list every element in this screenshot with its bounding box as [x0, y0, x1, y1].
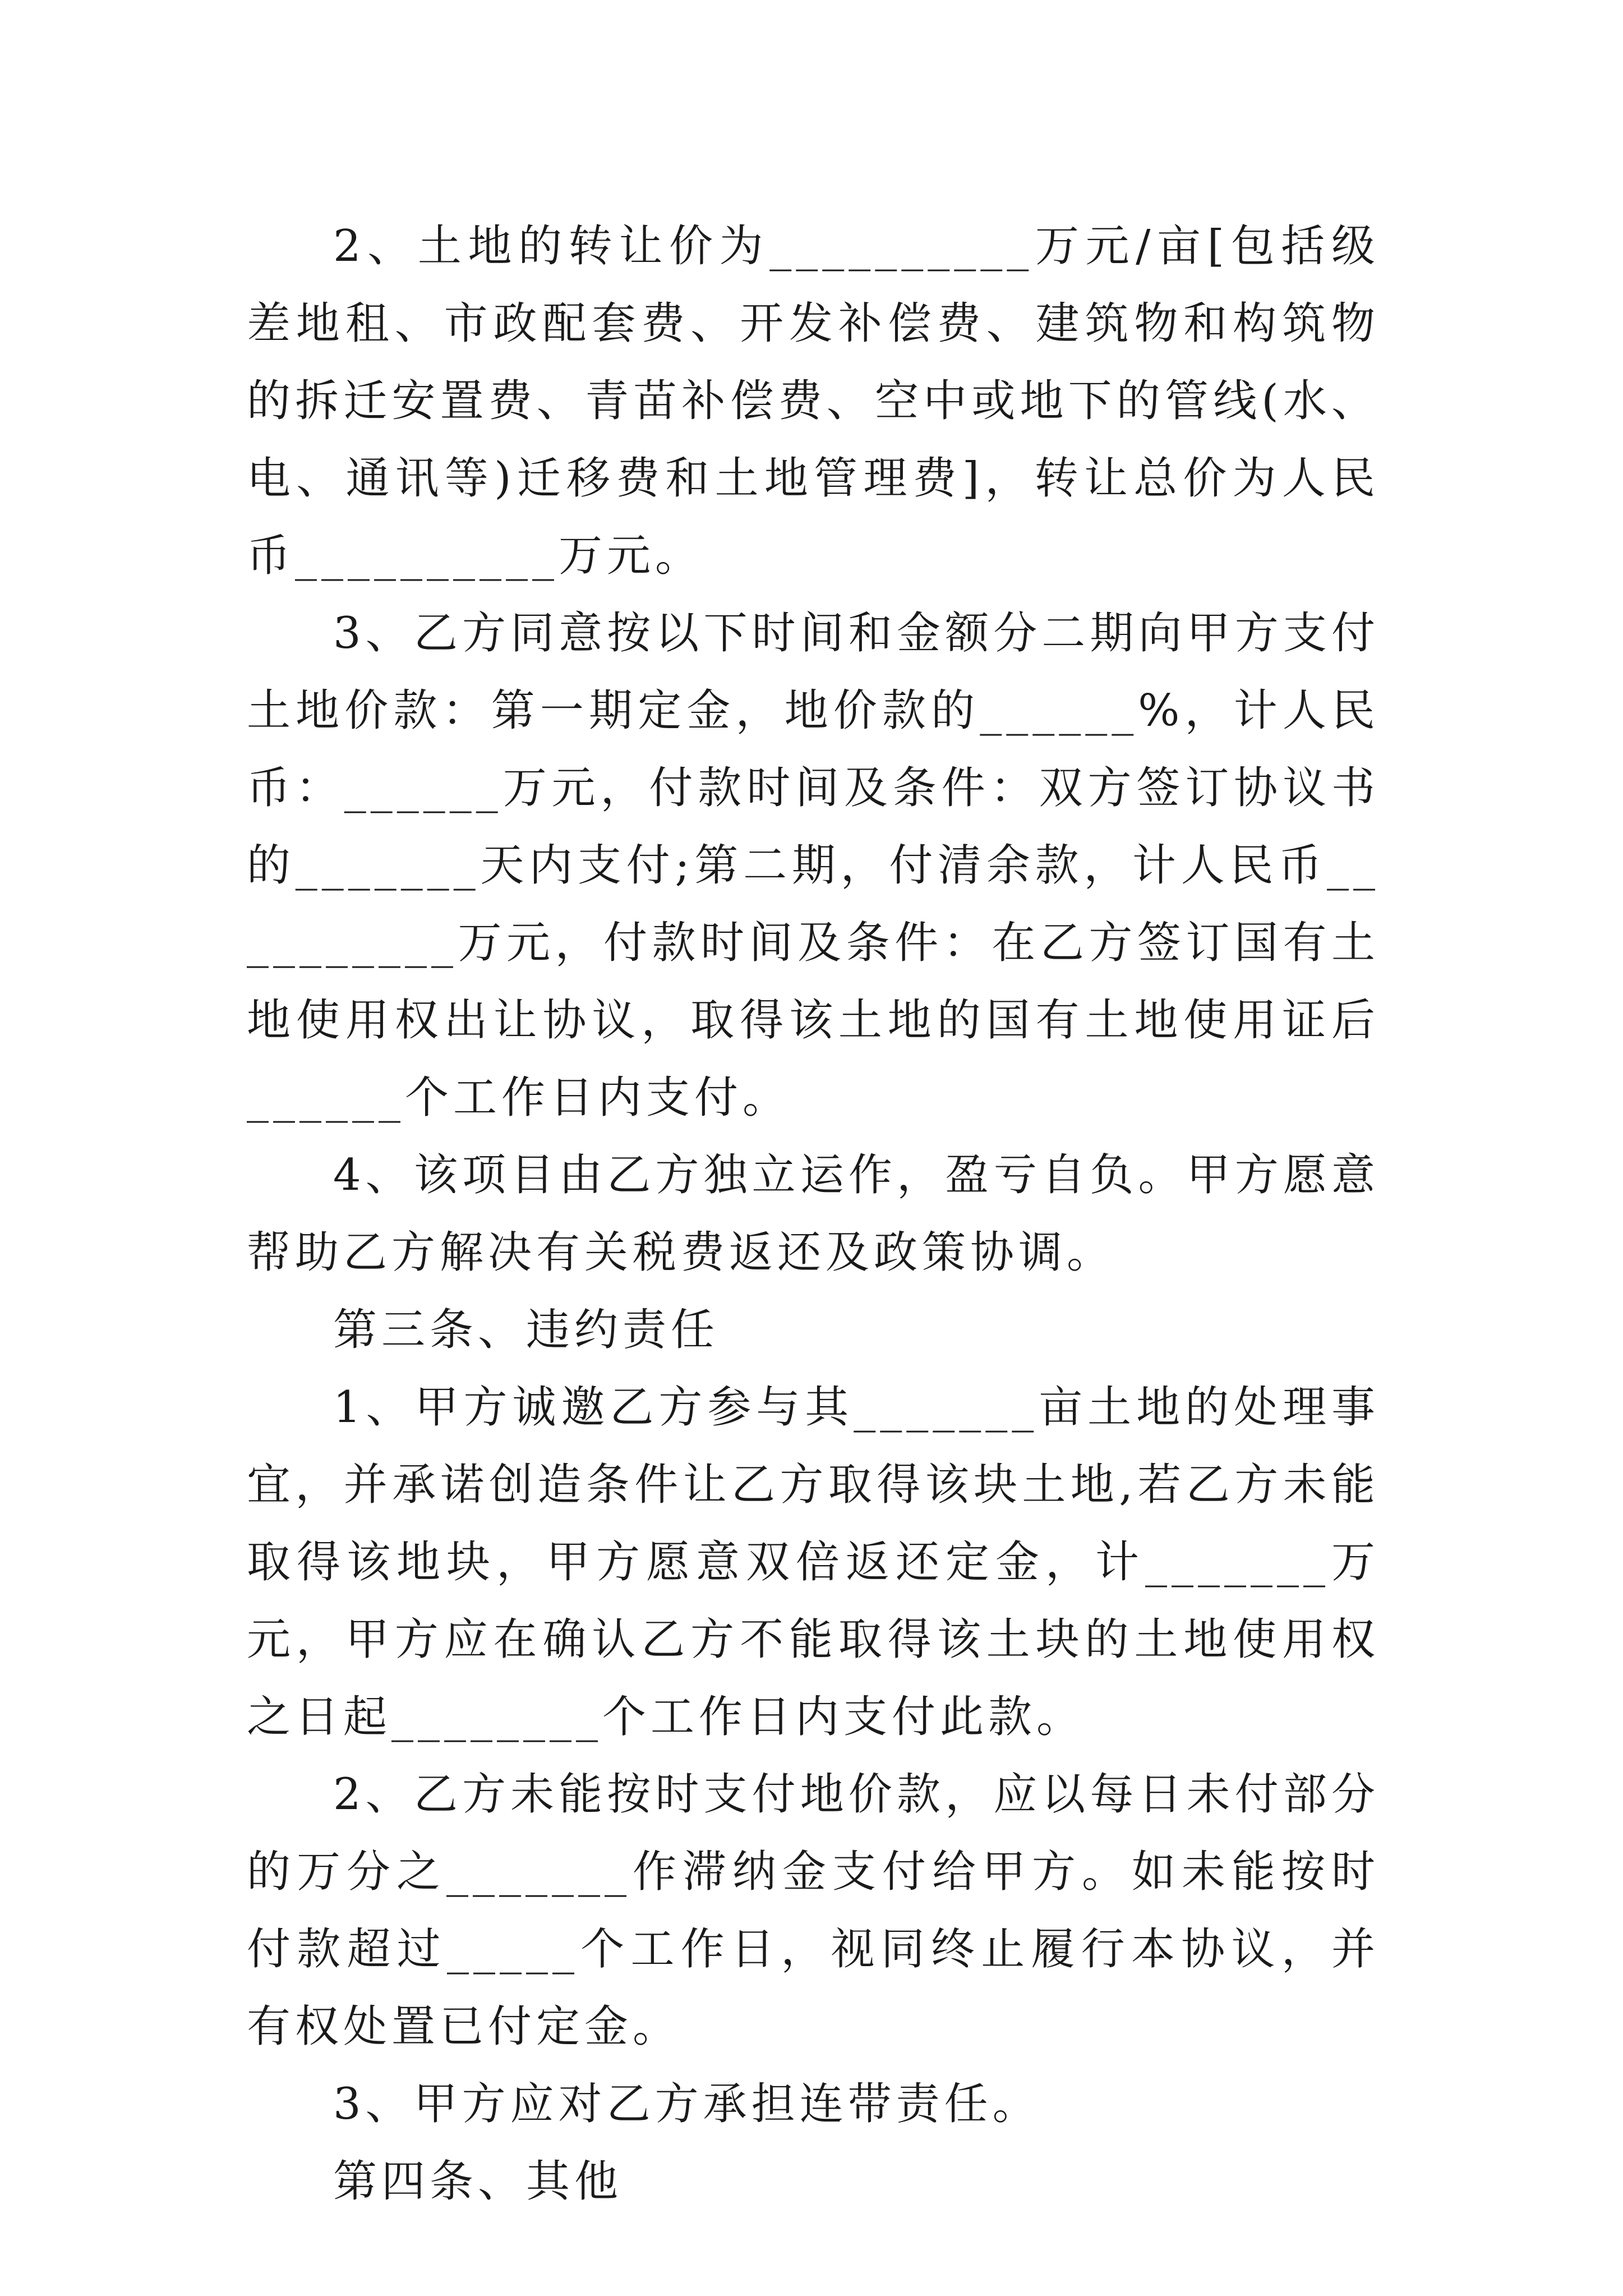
clause-4-operation: 4、该项目由乙方独立运作，盈亏自负。甲方愿意帮助乙方解决有关税费返还及政策协调。 [247, 1150, 1380, 1278]
breach-clause-3: 3、甲方应对乙方承担连带责任。 [333, 2079, 1041, 2129]
clause-2-price: 2、土地的转让价为__________万元/亩[包括级差地租、市政配套费、开发补偿费、建筑物和构筑物的拆迁安置费、青苗补偿费、空中或地下的管线(水、电、通讯等)迁移费和土地管理费]，转让总价为人民币__________万元。 [247, 221, 1380, 581]
article-4-heading: 第四条、其他 [333, 2156, 623, 2207]
clause-3-payment: 3、乙方同意按以下时间和金额分二期向甲方支付土地价款：第一期定金，地价款的______%，计人民币：______万元，付款时间及条件：双方签订协议书的_______天内支付;第二期，付清余款，计人民币__________万元，付款时间及条件：在乙方签订国有土地使用权出让协议，取得该土地的国有土地使用证后______个工作日内支付。 [247, 608, 1380, 1123]
breach-clause-1: 1、甲方诚邀乙方参与其_______亩土地的处理事宜，并承诺创造条件让乙方取得该块土地,若乙方未能取得该地块，甲方愿意双倍返还定金，计_______万元，甲方应在确认乙方不能取得该土块的土地使用权之日起________个工作日内支付此款。 [247, 1382, 1380, 1742]
breach-clause-2: 2、乙方未能按时支付地价款，应以每日未付部分的万分之_______作滞纳金支付给甲方。如未能按时付款超过_____个工作日，视同终止履行本协议，并有权处置已付定金。 [247, 1769, 1380, 2052]
document-body [247, 208, 1380, 2220]
article-3-heading: 第三条、违约责任 [333, 1305, 720, 1355]
